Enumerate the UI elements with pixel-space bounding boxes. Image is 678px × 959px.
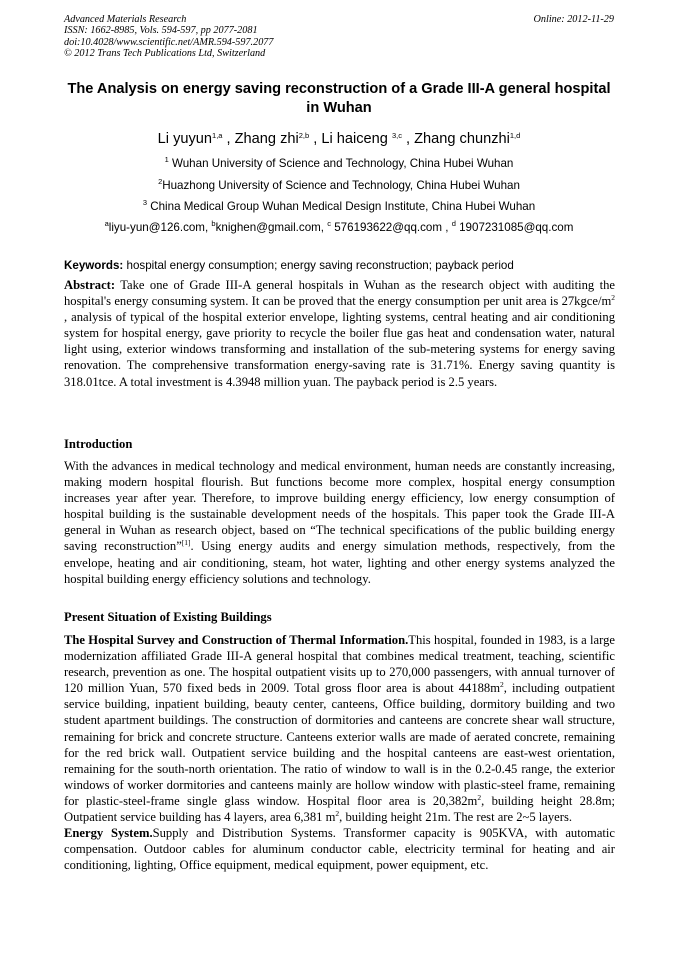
author-name: Zhang chunzhi [414, 131, 510, 147]
email-sup-a: a [104, 219, 109, 228]
email-d: 1907231085@qq.com [455, 221, 574, 234]
introduction-text-1: With the advances in medical technology and medical environment, human needs are constantly increasing, making modern hospital flourish. But functions become more complex, hospital energy consumption increases year after year. Therefore, to improve building energy efficiency, low energy consumption of hospital building is the sustainable development needs of the hospitals. This paper took the Grade III-A general in Wuhan as research object, based on “The technical specifications of the public building energy saving reconstruction” [64, 459, 615, 554]
email-list [60, 221, 618, 235]
affiliation-text: China Medical Group Wuhan Medical Design Institute, China Hubei Wuhan [147, 200, 536, 213]
abstract-sup: 2 [611, 293, 615, 303]
doi-line: doi:10.4028/www.scientific.net/AMR.594-597.2077 [64, 36, 274, 48]
energy-system-text: Supply and Distribution Systems. Transformer capacity is 905KVA, with automatic compensation. Outdoor cables for aluminum conductor cable, electricity terminal for heating and air conditioning, lighting, Office equipment, medical equipment, power equipment, etc. [64, 826, 615, 873]
survey-sup-3: 2 [335, 809, 340, 819]
abstract-text-2: , analysis of typical of the hospital exterior envelope, lighting systems, central heating and air conditioning system for hospital energy, gave priority to recycle the boiler flue gas heat and condensation water, natural light using, exterior windows transforming and installation of the sub-metering systems for energy saving renovation. The comprehensive transformation energy-saving rate is 31.71%. Energy saving quantity is 318.01tce. A total investment is 4.3948 million yuan. The payback period is 2.5 years. [64, 310, 615, 389]
survey-sup-2: 2 [477, 792, 482, 802]
author-list [64, 129, 614, 149]
reference-marker: [1] [181, 538, 191, 548]
author-sep: , [222, 131, 235, 147]
survey-text-3: , building height 28.8m; Outpatient service building has 4 layers, area 6,381 m [64, 793, 615, 825]
present-situation-paragraph [64, 632, 615, 873]
abstract-label: Abstract: [64, 278, 116, 292]
email-sup-b: b [211, 219, 216, 228]
author-name: Zhang zhi [234, 131, 299, 147]
author-sep: , [401, 131, 415, 147]
author-sup: 1,d [509, 131, 521, 140]
survey-text-1: This hospital, founded in 1983, is a large modernization affiliated Grade III-A general hospital that combines medical treatment, teaching, scientific research, prevention as one. The hospital outpatient visits up to 270,000 passengers, with annual turnover of 120 million Yuan, 570 fixed beds in 2009. Total gross floor area is about 44188m [64, 633, 615, 696]
author-sup: 2,b [298, 131, 310, 140]
copyright-line: © 2012 Trans Tech Publications Ltd, Switzerland [64, 48, 266, 60]
affiliation-2 [64, 179, 614, 193]
journal-name: Advanced Materials Research [64, 14, 187, 25]
keywords [64, 259, 614, 273]
introduction-heading: Introduction [64, 437, 133, 451]
abstract-text-1: Take one of Grade III-A general hospitals in Wuhan as the research object with auditing the hospital's energy consuming system. It can be proved that the energy consumption per unit area is 27kgce/m [64, 278, 615, 309]
email-sup-c: c [327, 219, 331, 228]
survey-text-4: , building height 21m. The rest are 2~5 layers. [339, 810, 573, 825]
paper-title: The Analysis on energy saving reconstruction of a Grade III-A general hospital in Wuhan [67, 81, 611, 116]
abstract-paragraph [64, 277, 615, 390]
affiliation-sup: 2 [158, 177, 163, 186]
journal-header [64, 14, 614, 60]
email-sup-d: d [451, 219, 456, 228]
energy-system-subheading: Energy System. [64, 826, 153, 841]
email-a: liyu-yun@126.com, [108, 221, 212, 234]
author-name: Li yuyun [157, 131, 213, 147]
keywords-text: hospital energy consumption; energy saving reconstruction; payback period [123, 259, 514, 272]
author-sup: 1,a [212, 131, 223, 140]
issn-line: ISSN: 1662-8985, Vols. 594-597, pp 2077-2081 [64, 25, 258, 37]
author-sep: , [309, 131, 322, 147]
online-date: Online: 2012-11-29 [533, 14, 614, 25]
survey-sup-1: 2 [500, 680, 504, 690]
survey-text-2: , including outpatient service building, inpatient building, beauty center, canteens, Office building, dormitory building and two student apartment buildings. The construction of dormitories and canteens are concrete shear wall structure, remaining for brick and concrete structure. Canteens exterior walls are made of aerated concrete, remaining for the red brick wall. Outpatient service building and the hospital canteens are east-west orientation, remaining for the south-north orientation. The ratio of window to wall is in the 0.2-0.45 range, the exterior windows of worker dormitories and canteens mainly are hollow window with plastic-steel frame, remaining for plastic-steel-frame single glass window. Hospital floor area is 20,382m [64, 681, 615, 808]
email-c: 576193622@qq.com , [331, 221, 452, 234]
affiliation-sup: 1 [164, 155, 169, 164]
introduction-text-2: . Using energy audits and energy simulation methods, respectively, from the envelope, heating and air conditioning, steam, hot water, lighting and other energy systems analyzed the hospital building energy efficiency solutions and technology. [64, 539, 615, 586]
affiliation-sup: 3 [142, 198, 147, 207]
author-sup: 3,c [391, 131, 402, 140]
present-situation-heading: Present Situation of Existing Buildings [64, 610, 272, 624]
introduction-paragraph [64, 458, 615, 587]
email-b: knighen@gmail.com, [215, 221, 328, 234]
affiliation-3 [64, 200, 614, 214]
affiliation-1 [64, 157, 614, 171]
affiliation-text: Huazhong University of Science and Technology, China Hubei Wuhan [162, 179, 520, 192]
keywords-label: Keywords: [64, 259, 124, 272]
author-name: Li haiceng [321, 131, 392, 147]
affiliation-text: Wuhan University of Science and Technology, China Hubei Wuhan [168, 157, 514, 170]
survey-subheading: The Hospital Survey and Construction of Thermal Information. [64, 633, 409, 647]
